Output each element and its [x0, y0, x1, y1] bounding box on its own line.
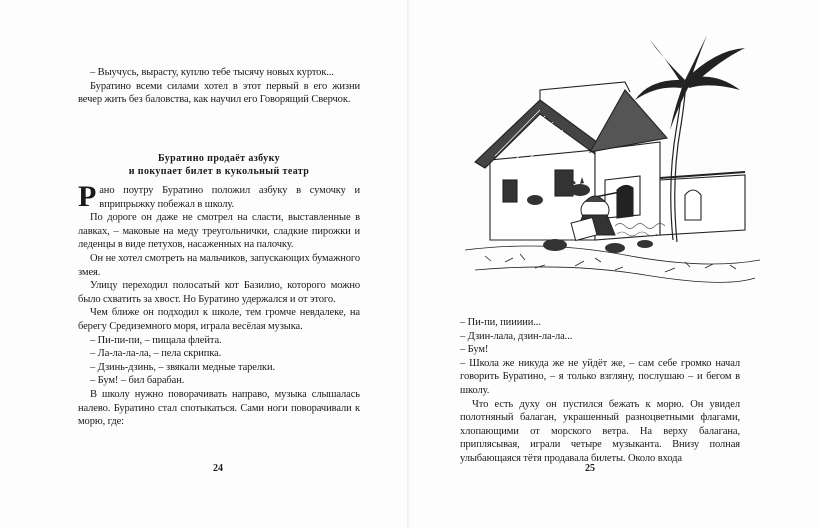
paragraph: – Дзин-лала, дзин-ла-ла...	[460, 330, 573, 342]
first-paragraph	[78, 180, 360, 213]
chapter-heading-line: Буратино продаёт азбуку	[157, 153, 280, 164]
paragraph: В школу нужно поворачивать направо, музыка слышалась налево. Буратино стал спотыкаться. Сами ноги поворачивали к морю, где:	[78, 388, 360, 428]
palm-house-illustration	[445, 30, 765, 290]
text-line: – Выучусь, вырасту, куплю тебе тысячу новых курток...	[90, 67, 334, 78]
paragraph: – Ла-ла-ла-ла, – пела скрипка.	[90, 348, 222, 360]
paragraph: – Бум! – бил барабан.	[90, 375, 185, 387]
page-number: 25	[585, 463, 595, 474]
chapter-heading-line: и покупает билет в кукольный театр	[128, 166, 310, 177]
paragraph: Улицу переходил полосатый кот Базилио, которого можно было схватить за хвост. Но Буратино удержался и от этого.	[78, 280, 360, 305]
intro-text	[78, 66, 360, 107]
text-line: Буратино всеми силами хотел в этот первый в его жизни вечер жить без баловства, как научил его Говорящий Сверчок.	[78, 80, 360, 106]
chapter-body	[78, 180, 360, 429]
right-page	[410, 0, 820, 528]
page-number: 24	[213, 463, 223, 474]
paragraph: – Дзинь-дзинь, – звякали медные тарелки.	[90, 361, 276, 373]
drop-cap: Р	[78, 180, 97, 213]
paragraph: По дороге он даже не смотрел на сласти, выставленные в лавках, – маковые на меду треугольнички, сладкие пирожки и леденцы в виде петухов, насаженных на палочку.	[78, 212, 360, 251]
first-paragraph-text: ано поутру Буратино положил азбуку в сумочку и вприпрыжку побежал в школу.	[99, 185, 360, 210]
chapter-heading	[78, 152, 360, 178]
continuation-text	[460, 316, 740, 466]
paragraph: Он не хотел смотреть на мальчиков, запускающих бумажного змея.	[78, 252, 360, 278]
paragraph: – Пи-пи, пиииии...	[460, 317, 541, 328]
paragraph: Чем ближе он подходил к школе, тем громче невдалеке, на берегу Средиземного моря, играла весёлая музыка.	[78, 307, 360, 332]
paragraph: – Пи-пи-пи, – пищала флейта.	[90, 334, 222, 346]
paragraph: – Бум!	[460, 344, 489, 356]
paragraph: Что есть духу он пустился бежать к морю. Он увидел полотняный балаган, украшенный разноцветными флагами, хлопающими от морского ветра. На верху балагана, приплясывая, играли четыре музыканта. Внизу полная улыбающаяся тётя продавала билеты. Около входа	[460, 398, 740, 464]
paragraph: – Школа же никуда же не уйдёт же, – сам себе громко начал говорить Буратино, – я только взгляну, послушаю – и бегом в школу.	[460, 357, 740, 396]
